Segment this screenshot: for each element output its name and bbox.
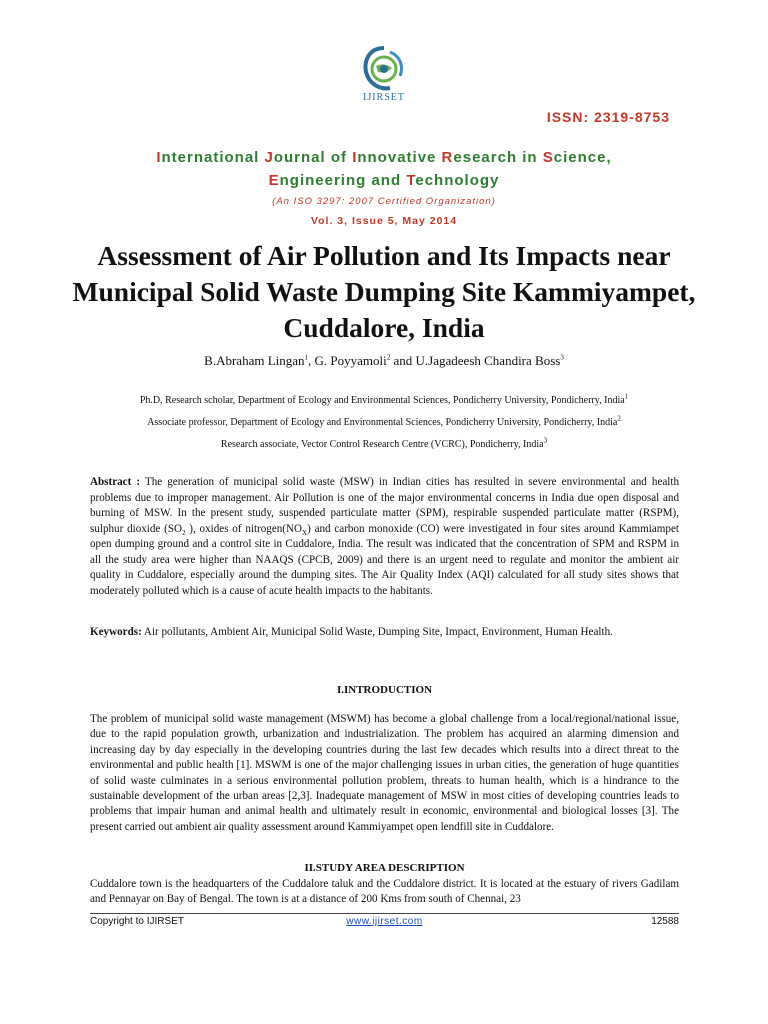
journal-name-initial: R (441, 149, 454, 166)
journal-name-initial: I (156, 149, 162, 166)
journal-name-word: cience, (553, 149, 612, 166)
logo-text: IJIRSET (363, 92, 405, 103)
journal-name-word: echnology (415, 172, 500, 189)
author-affiliation-index: 3 (560, 353, 564, 362)
section-heading-study-area: II.STUDY AREA DESCRIPTION (304, 862, 465, 874)
journal-name-line-1 (90, 146, 678, 169)
issn-number: ISSN: 2319-8753 (546, 109, 670, 125)
affiliation-line (60, 412, 708, 434)
author-separator: and (390, 353, 416, 368)
page-number: 12588 (651, 916, 679, 927)
affiliation-line (60, 434, 708, 456)
globe-logo-icon (360, 44, 408, 94)
footer-copyright: Copyright to IJIRSET (90, 916, 184, 927)
iso-certification: (An ISO 3297: 2007 Certified Organization) (272, 196, 496, 207)
keywords-text: Air pollutants, Ambient Air, Municipal Solid Waste, Dumping Site, Impact, Environment, Human Health. (141, 626, 613, 638)
journal-name-initial: T (406, 172, 416, 189)
affiliation-text: Associate professor, Department of Ecology and Environmental Sciences, Pondicherry University, Pondicherry, India (147, 417, 618, 428)
abstract (90, 475, 679, 599)
author-affiliation-index: 2 (386, 353, 391, 362)
journal-name-word: ngineering and (279, 172, 407, 189)
journal-name-line-2 (90, 169, 678, 192)
journal-logo (352, 44, 416, 112)
footer-divider (90, 913, 679, 914)
abstract-so-subscript: 2 (182, 528, 186, 537)
affiliation-list (60, 390, 708, 456)
keywords (90, 625, 679, 641)
affiliation-index: 3 (543, 436, 548, 445)
abstract-no-subscript: X (302, 528, 308, 537)
journal-name-word: esearch in (453, 149, 543, 166)
journal-website-link[interactable]: www.ijirset.com (346, 916, 423, 927)
journal-name-initial: I (352, 149, 358, 166)
footer-link-wrapper (90, 916, 679, 927)
affiliation-index: 1 (624, 392, 629, 401)
abstract-label: Abstract : (90, 476, 141, 488)
journal-name (90, 146, 678, 192)
keywords-label: Keywords: (90, 626, 142, 638)
journal-name-word: nnovative (357, 149, 442, 166)
introduction-paragraph: The problem of municipal solid waste management (MSWM) has become a global challenge from a local/regional/national issue, due to the rapid population growth, urbanization and industrialization. The problem has acquired an alarming dimension and increasing day by day especially in the developing countries during the last few decades which results into a direct threat to the environmental and public health [1]. MSWM is one of the major challenging issues in urban cities, the generation of huge quantities of solid waste culminates in a serious environmental pollution problem, threats to human health, which is a hindrance to the sustainable development of the urban areas [2,3]. Inadequate management of MSW in most cities of developing countries leads to problems that impair human and animal health and ultimately result in economic, environmental and biological losses [3]. The present carried out ambient air quality assessment around Kammiyampet open lendfill site in Cuddalore. (90, 713, 679, 833)
abstract-text-b: ), oxides of nitrogen(NO (185, 522, 303, 535)
journal-name-initial: E (268, 172, 280, 189)
journal-name-word: nternational (161, 149, 265, 166)
affiliation-line (60, 390, 708, 412)
author-separator: , (308, 353, 315, 368)
volume-issue: Vol. 3, Issue 5, May 2014 (310, 215, 458, 227)
section-heading-introduction: I.INTRODUCTION (336, 684, 433, 696)
abstract-text-c: ) and carbon monoxide (CO) were investigated in four sites around Kammiampet open dumping ground and a control site in Cuddalore, India. The result was indicated that the concentration of SPM and RSPM in all the study area were higher than NAAQS (CPCB, 2009) and there is an urgent need to regulate and monitor the ambient air quality in Cuddalore, especially around the dumping sites. The Air Quality Index (AQI) calculated for all study sites shows that moderately polluted which is a cause of acute health impacts to the habitants. (90, 522, 679, 597)
journal-name-initial: S (542, 149, 554, 166)
study-area-paragraph: Cuddalore town is the headquarters of the Cuddalore taluk and the Cuddalore district. It is located at the estuary of rivers Gadilam and Pennayar on Bay of Bengal. The town is at a distance of 200 Kms from south of Chennai, 23 (90, 878, 679, 906)
affiliation-text: Ph.D, Research scholar, Department of Ecology and Environmental Sciences, Pondicherry University, Pondicherry, India (139, 395, 625, 406)
affiliation-index: 2 (617, 414, 621, 423)
author-list (90, 353, 678, 369)
author-name: U.Jagadeesh Chandira Boss (415, 353, 561, 368)
affiliation-text: Research associate, Vector Control Research Centre (VCRC), Pondicherry, India (220, 439, 544, 450)
author-name: G. Poyyamoli (314, 353, 387, 368)
journal-name-word: ournal of (273, 149, 353, 166)
paper-title: Assessment of Air Pollution and Its Impacts near Municipal Solid Waste Dumping Site Kammiyampet, Cuddalore, India (72, 240, 696, 343)
author-name: B.Abraham Lingan (204, 353, 305, 368)
journal-name-initial: J (264, 149, 274, 166)
author-affiliation-index: 1 (304, 353, 309, 362)
abstract-text-a: The generation of municipal solid waste (MSW) in Indian cities has resulted in severe environmental and health problems due to improper management. Air Pollution is one of the major environmental concerns in India due open disposal and burning of MSW. In the present study, suspended particulate matter (SPM), respirable suspended particulate matter (RSPM), sulphur dioxide (SO (90, 476, 680, 535)
